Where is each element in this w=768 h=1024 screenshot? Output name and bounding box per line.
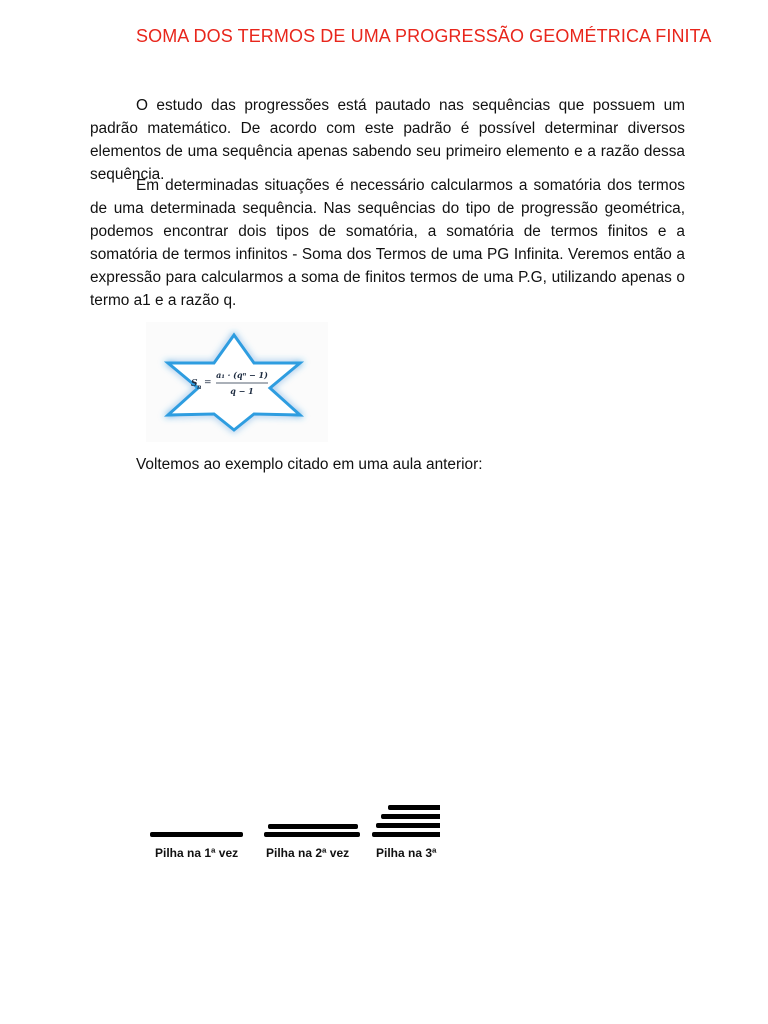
star-shape [168,335,300,430]
paragraph-example: Voltemos ao exemplo citado em uma aula anterior: [136,456,483,473]
formula-lhs-sub: n [197,384,202,391]
formula-lhs: S [191,379,198,389]
stack-bar [264,832,360,837]
stack-bar [388,805,440,810]
paragraph-summation: Em determinadas situações é necessário calcularmos a somatória dos termos de uma determinada sequência. Nas sequências do tipo de progressão geométrica, podemos encontrar dois tipos de somatória, a somatória de termos finitos e a somatória de termos infinitos - Soma dos Termos de uma PG Infinita. Veremos então a expressão para calcularmos a soma de finitos termos de uma P.G, utilizando apenas o termo a1 e a razão q. [90,177,685,309]
stack-bar [150,832,243,837]
stack-bar [268,824,358,829]
formula-denominator: q − 1 [230,386,254,396]
formula-star-svg [146,322,328,442]
stack-bar [376,823,440,828]
stack-bar [381,814,440,819]
stack-bar [372,832,440,837]
paragraph-intro: O estudo das progressões está pautado nas sequências que possuem um padrão matemático. De acordo com este padrão é possível determinar diversos elementos de uma sequência apenas sabendo seu primeiro elemento e a razão dessa sequência. [90,97,685,183]
stack-label-3: Pilha na 3ª [376,846,437,860]
formula-numerator: a₁ · (qⁿ − 1) [216,370,268,380]
stack-label-2: Pilha na 2ª vez [266,846,350,860]
page-title: SOMA DOS TERMOS DE UMA PROGRESSÃO GEOMÉTRICA FINITA [136,26,712,46]
formula-star-image [146,322,328,442]
stacks-figure [140,795,440,875]
stack-label-1: Pilha na 1ª vez [155,846,239,860]
formula-equals: = [204,378,212,388]
